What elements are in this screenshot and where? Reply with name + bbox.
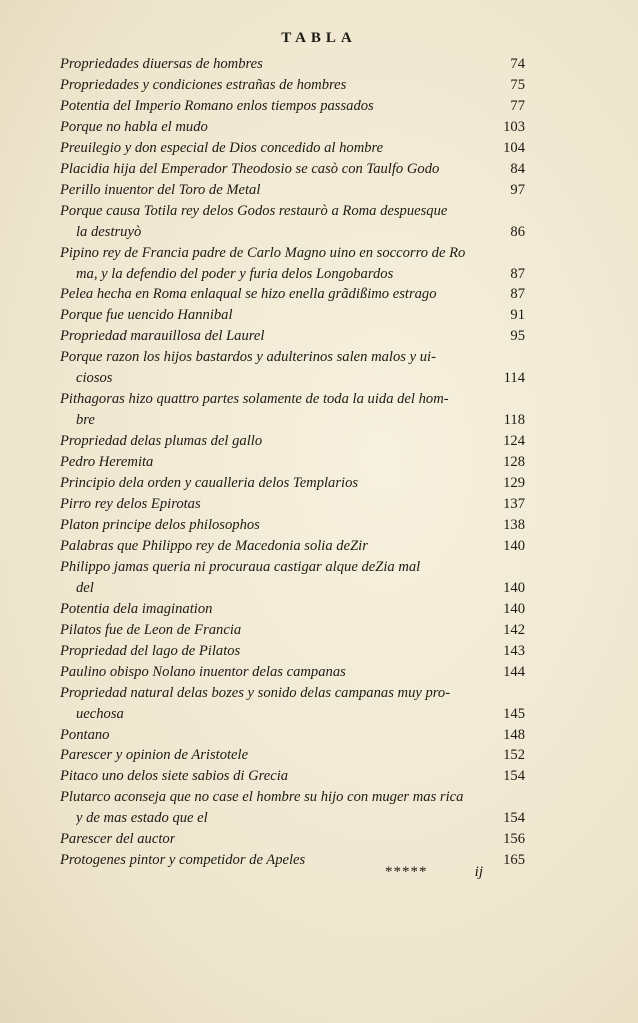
entry-line — [60, 557, 525, 578]
entry-text: uechosa — [76, 705, 124, 722]
entry-text: Propriedad delas plumas del gallo — [60, 433, 263, 450]
entry-line — [60, 473, 525, 494]
entry-text: del — [76, 579, 94, 596]
entry-page-number: 148 — [503, 726, 525, 743]
entry-page-number: 87 — [510, 265, 525, 282]
entry-line — [60, 222, 525, 243]
entry-line — [60, 96, 525, 117]
entry-text: Pitaco uno delos siete sabios di Grecia — [60, 768, 289, 785]
index-entry — [60, 536, 525, 557]
index-entry — [60, 431, 525, 452]
entry-page-number: 124 — [503, 433, 525, 450]
entry-page-number: 103 — [503, 118, 525, 135]
index-entry — [60, 599, 525, 620]
index-entry — [60, 641, 525, 662]
entry-text: Propriedades y condiciones estrañas de hombres — [60, 76, 347, 93]
entry-line — [60, 620, 525, 641]
entry-page-number: 165 — [503, 852, 525, 869]
entry-page-number: 75 — [510, 76, 525, 93]
entry-line — [60, 410, 525, 431]
index-entry — [60, 683, 525, 725]
entry-page-number: 138 — [503, 516, 525, 533]
entry-page-number: 154 — [503, 810, 525, 827]
entry-page-number: 140 — [503, 537, 525, 554]
entry-page-number: 154 — [503, 768, 525, 785]
entry-text: Pontano — [60, 726, 110, 743]
entry-page-number: 118 — [503, 412, 525, 429]
index-entry — [60, 725, 525, 746]
index-entries — [60, 54, 525, 871]
catchword-asterisks: ***** — [385, 864, 428, 880]
entry-text: Pedro Heremita — [60, 454, 154, 471]
entry-text: Philippo jamas queria ni procuraua castigar alque deZia mal — [60, 558, 421, 575]
index-entry — [60, 326, 525, 347]
entry-text: Preuilegio y don especial de Dios concedido al hombre — [60, 139, 384, 156]
entry-line — [60, 243, 525, 264]
index-entry — [60, 389, 525, 431]
entry-text: Potentia del Imperio Romano enlos tiempos passados — [60, 97, 374, 114]
entry-page-number: 152 — [503, 747, 525, 764]
entry-text: Pirro rey delos Epirotas — [60, 496, 201, 513]
entry-page-number: 77 — [510, 97, 525, 114]
entry-text: Porque causa Totila rey delos Godos restaurò a Roma despuesque — [60, 202, 448, 219]
index-entry — [60, 829, 525, 850]
entry-text: Parescer del auctor — [60, 831, 176, 848]
index-entry — [60, 620, 525, 641]
entry-text: bre — [76, 412, 95, 429]
index-entry — [60, 159, 525, 180]
entry-page-number: 86 — [510, 223, 525, 240]
index-entry — [60, 201, 525, 243]
entry-text: Principio dela orden y caualleria delos Templarios — [60, 475, 359, 492]
entry-line — [60, 704, 525, 725]
index-entry — [60, 787, 525, 829]
entry-text: Parescer y opinion de Aristotele — [60, 747, 249, 764]
entry-line — [60, 264, 525, 285]
entry-line — [60, 536, 525, 557]
entry-text: Pipino rey de Francia padre de Carlo Magno uino en soccorro de Ro — [60, 244, 466, 261]
entry-page-number: 137 — [503, 496, 525, 513]
page-heading: TABLA — [281, 30, 357, 46]
entry-line — [60, 159, 525, 180]
entry-line — [60, 75, 525, 96]
page-footer — [385, 864, 525, 881]
entry-text: Protogenes pintor y competidor de Apeles — [60, 852, 306, 869]
entry-page-number: 144 — [503, 663, 525, 680]
entry-line — [60, 808, 525, 829]
entry-page-number: 91 — [510, 307, 525, 324]
entry-text: Propriedad del lago de Pilatos — [60, 642, 241, 659]
entry-text: ciosos — [76, 370, 113, 387]
index-entry — [60, 347, 525, 389]
index-entry — [60, 117, 525, 138]
entry-page-number: 143 — [503, 642, 525, 659]
entry-text: Placidia hija del Emperador Theodosio se casò con Taulfo Godo — [60, 160, 440, 177]
entry-page-number: 129 — [503, 475, 525, 492]
entry-page-number: 104 — [503, 139, 525, 156]
entry-page-number: 84 — [510, 160, 525, 177]
entry-text: Pilatos fue de Leon de Francia — [60, 621, 242, 638]
entry-page-number: 145 — [503, 705, 525, 722]
entry-text: ma, y la defendio del poder y furia delos Longobardos — [76, 265, 394, 282]
index-entry — [60, 243, 525, 285]
entry-line — [60, 201, 525, 222]
index-entry — [60, 766, 525, 787]
entry-line — [60, 326, 525, 347]
entry-line — [60, 599, 525, 620]
entry-text: Pelea hecha en Roma enlaqual se hizo enella grãdißimo estrago — [60, 286, 437, 303]
index-entry — [60, 284, 525, 305]
entry-text: Propriedad marauillosa del Laurel — [60, 328, 265, 345]
entry-line — [60, 683, 525, 704]
entry-line — [60, 305, 525, 326]
entry-page-number: 140 — [503, 579, 525, 596]
entry-text: Perillo inuentor del Toro de Metal — [60, 181, 261, 198]
entry-text: Plutarco aconseja que no case el hombre su hijo con muger mas rica — [60, 789, 464, 806]
entry-page-number: 74 — [510, 56, 525, 72]
signature-mark: ij — [474, 864, 483, 880]
entry-page-number: 140 — [503, 600, 525, 617]
entry-line — [60, 725, 525, 746]
index-entry — [60, 96, 525, 117]
entry-line — [60, 662, 525, 683]
index-entry — [60, 180, 525, 201]
entry-line — [60, 138, 525, 159]
entry-line — [60, 829, 525, 850]
entry-page-number: 142 — [503, 621, 525, 638]
index-entry — [60, 745, 525, 766]
entry-page-number: 97 — [510, 181, 525, 198]
entry-text: Potentia dela imagination — [60, 600, 213, 617]
entry-line — [60, 494, 525, 515]
entry-line — [60, 452, 525, 473]
entry-line — [60, 787, 525, 808]
entry-page-number: 128 — [503, 454, 525, 471]
entry-line — [60, 117, 525, 138]
entry-page-number: 87 — [510, 286, 525, 303]
entry-text: Porque razon los hijos bastardos y adulterinos salen malos y ui- — [60, 349, 436, 366]
entry-line — [60, 766, 525, 787]
index-entry — [60, 305, 525, 326]
index-entry — [60, 75, 525, 96]
entry-line — [60, 54, 525, 75]
entry-page-number: 114 — [503, 370, 525, 387]
index-entry — [60, 515, 525, 536]
entry-line — [60, 641, 525, 662]
entry-line — [60, 745, 525, 766]
entry-text: la destruyò — [76, 223, 142, 240]
entry-text: Paulino obispo Nolano inuentor delas campanas — [60, 663, 346, 680]
index-entry — [60, 557, 525, 599]
entry-line — [60, 578, 525, 599]
entry-text: y de mas estado que el — [76, 810, 208, 827]
entry-line — [60, 389, 525, 410]
entry-line — [60, 431, 525, 452]
entry-text: Porque fue uencido Hannibal — [60, 307, 233, 324]
entry-text: Pithagoras hizo quattro partes solamente de toda la uida del hom- — [60, 391, 449, 408]
index-entry — [60, 494, 525, 515]
entry-text: Palabras que Philippo rey de Macedonia solia deZir — [60, 537, 368, 554]
entry-text: Propriedades diuersas de hombres — [60, 56, 263, 72]
entry-line — [60, 347, 525, 368]
entry-text: Propriedad natural delas bozes y sonido delas campanas muy pro- — [60, 684, 451, 701]
entry-text: Porque no habla el mudo — [60, 118, 208, 135]
entry-line — [60, 180, 525, 201]
entry-line — [60, 368, 525, 389]
entry-page-number: 156 — [503, 831, 525, 848]
entry-page-number: 95 — [510, 328, 525, 345]
index-entry — [60, 473, 525, 494]
entry-text: Platon principe delos philosophos — [60, 516, 260, 533]
entry-line — [60, 515, 525, 536]
index-entry — [60, 662, 525, 683]
index-entry — [60, 452, 525, 473]
index-entry — [60, 54, 525, 75]
index-entry — [60, 138, 525, 159]
entry-line — [60, 284, 525, 305]
